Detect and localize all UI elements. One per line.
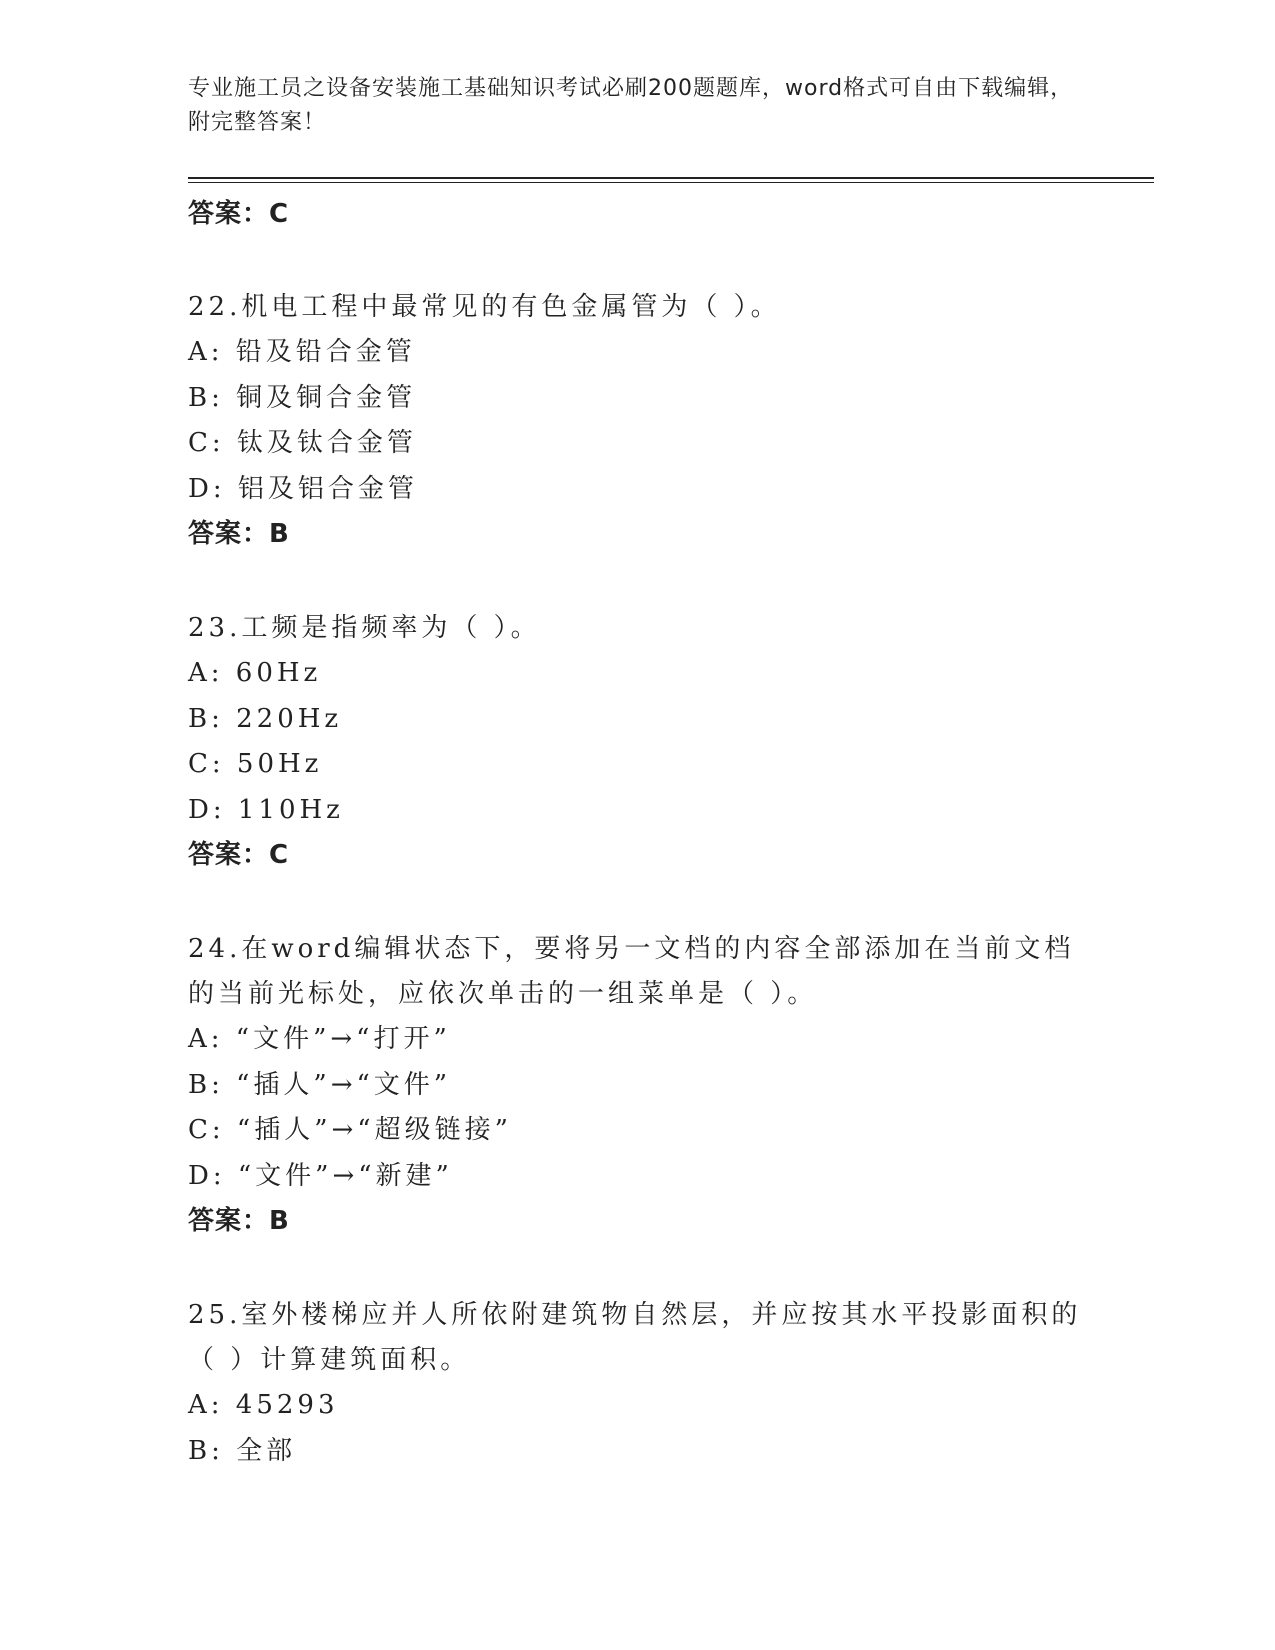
question-stem: 24.在word编辑状态下，要将另一文档的内容全部添加在当前文档的当前光标处，应依次单击的一组菜单是（ ）。: [188, 934, 1075, 1009]
option-a: A: 60Hz: [188, 658, 322, 688]
question-25: [188, 1293, 1088, 1474]
answer-text: 答案：B: [188, 1206, 290, 1236]
question-stem: 22.机电工程中最常见的有色金属管为（ ）。: [188, 292, 781, 322]
question-23: [188, 606, 1088, 878]
answer-text: 答案：C: [188, 840, 290, 870]
option-d: D: “文件”→“新建”: [188, 1160, 453, 1191]
question-list: [188, 192, 1088, 1474]
option-b: B: 全部: [188, 1435, 297, 1466]
option-d: D: 铝及铝合金管: [188, 473, 418, 504]
answer-text: 答案：B: [188, 519, 290, 549]
header-divider-top: [188, 177, 1154, 179]
option-a: A: 铅及铅合金管: [188, 337, 416, 367]
question-24: [188, 927, 1088, 1244]
option-b: B: 220Hz: [188, 703, 343, 734]
option-a: A: 45293: [188, 1390, 339, 1420]
option-b: B: 铜及铜合金管: [188, 382, 417, 413]
option-b: B: “插人”→“文件”: [188, 1069, 452, 1100]
option-c: C: 钛及钛合金管: [188, 428, 417, 458]
option-c: C: 50Hz: [188, 749, 323, 779]
question-stem: 23.工频是指频率为（ ）。: [188, 613, 541, 643]
question-stem: 25.室外楼梯应并人所依附建筑物自然层，并应按其水平投影面积的（ ）计算建筑面积。: [188, 1300, 1082, 1375]
option-c: C: “插人”→“超级链接”: [188, 1115, 512, 1145]
question-22: [188, 285, 1088, 557]
answer-text: 答案：C: [188, 199, 290, 229]
header-divider-bottom: [188, 182, 1154, 183]
document-header: 专业施工员之设备安装施工基础知识考试必刷200题题库，word格式可自由下载编辑，附完整答案！: [188, 76, 1074, 135]
option-a: A: “文件”→“打开”: [188, 1024, 451, 1054]
option-d: D: 110Hz: [188, 794, 344, 825]
